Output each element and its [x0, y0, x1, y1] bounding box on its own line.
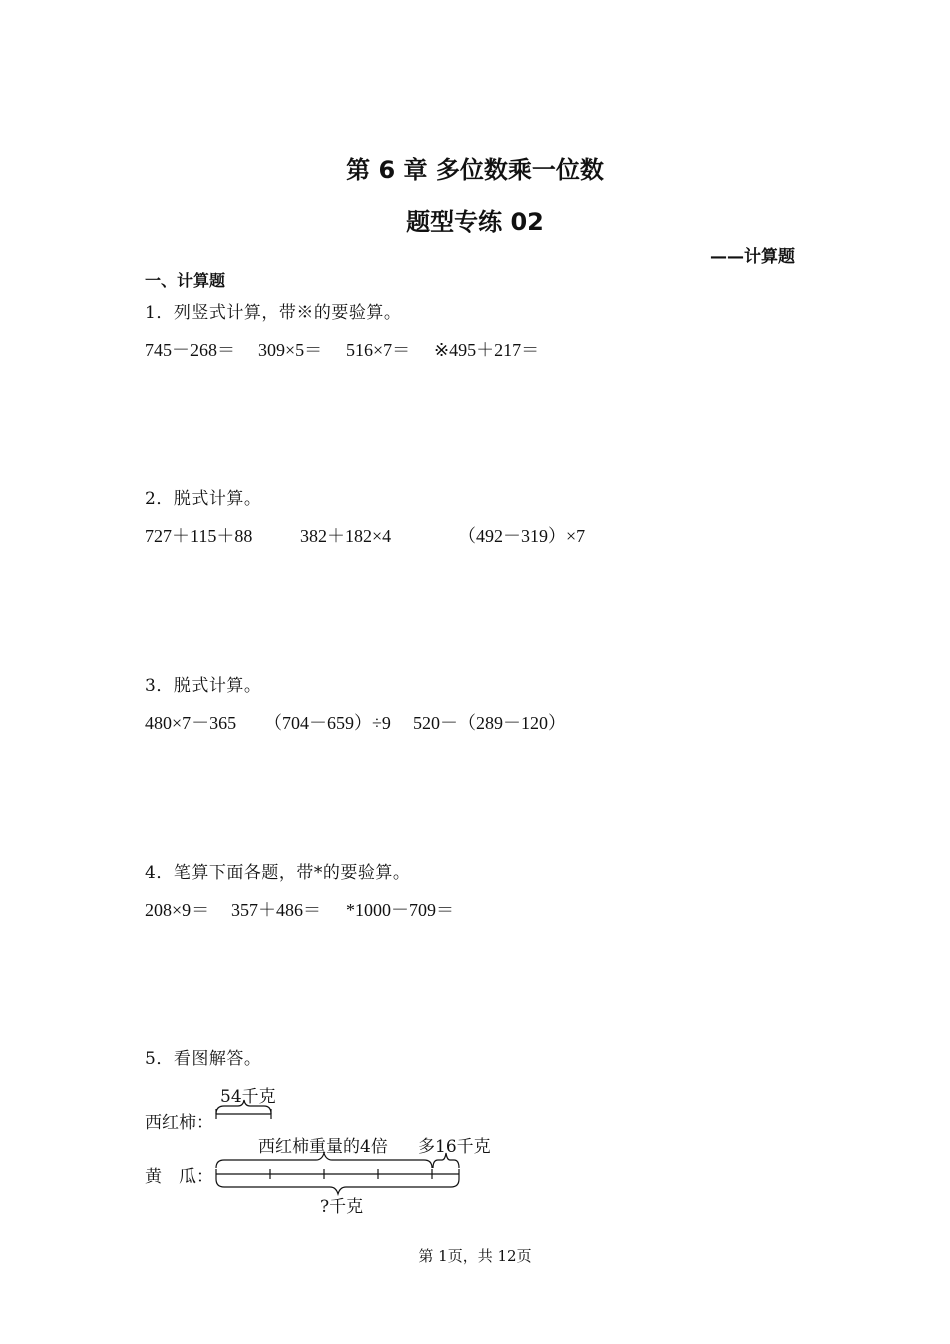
tomato-label: 西红柿：: [145, 1113, 213, 1133]
question-4-expr-2: 357＋486＝: [231, 900, 321, 920]
times-brace: [216, 1153, 432, 1168]
question-4-prompt: 4．笔算下面各题，带*的要验算。: [145, 863, 411, 883]
question-3-expr-2: （704－659）÷9: [264, 713, 391, 733]
section-heading: 一、计算题: [145, 271, 226, 290]
tomato-weight-label: 54千克: [220, 1087, 276, 1107]
question-2-expr-1: 727＋115＋88: [145, 526, 253, 546]
total-brace: [216, 1179, 459, 1194]
cucumber-label: 黄 瓜：: [145, 1167, 213, 1187]
total-label: ?千克: [320, 1197, 364, 1217]
question-1-expr-2: 309×5＝: [258, 340, 323, 360]
worksheet-subtitle: 题型专练 02: [406, 208, 544, 236]
tomato-brace: [216, 1100, 271, 1114]
question-2-expr-3: （492－319）×7: [458, 526, 586, 546]
question-4-expr-1: 208×9＝: [145, 900, 210, 920]
more-brace: [433, 1153, 459, 1168]
chapter-title: 第 6 章 多位数乘一位数: [346, 156, 604, 184]
question-3-prompt: 3．脱式计算。: [145, 676, 262, 696]
question-1-expr-3: 516×7＝: [346, 340, 411, 360]
question-2-expr-2: 382＋182×4: [300, 526, 392, 546]
question-3-expr-3: 520－（289－120）: [413, 713, 566, 733]
times-label: 西红柿重量的4倍: [258, 1137, 388, 1157]
question-4-expr-3: *1000－709＝: [346, 900, 454, 920]
topic-tagline: ——计算题: [710, 247, 795, 267]
question-1-expr-1: 745－268＝: [145, 340, 235, 360]
question-1-prompt: 1．列竖式计算，带※的要验算。: [145, 303, 402, 323]
question-1-expr-4: ※495＋217＝: [434, 340, 540, 360]
question-2-prompt: 2．脱式计算。: [145, 489, 262, 509]
page-number: 第 1页，共 12页: [418, 1247, 532, 1265]
more-label: 多16千克: [418, 1137, 491, 1157]
question-5-prompt: 5．看图解答。: [145, 1049, 262, 1069]
question-3-expr-1: 480×7－365: [145, 713, 237, 733]
